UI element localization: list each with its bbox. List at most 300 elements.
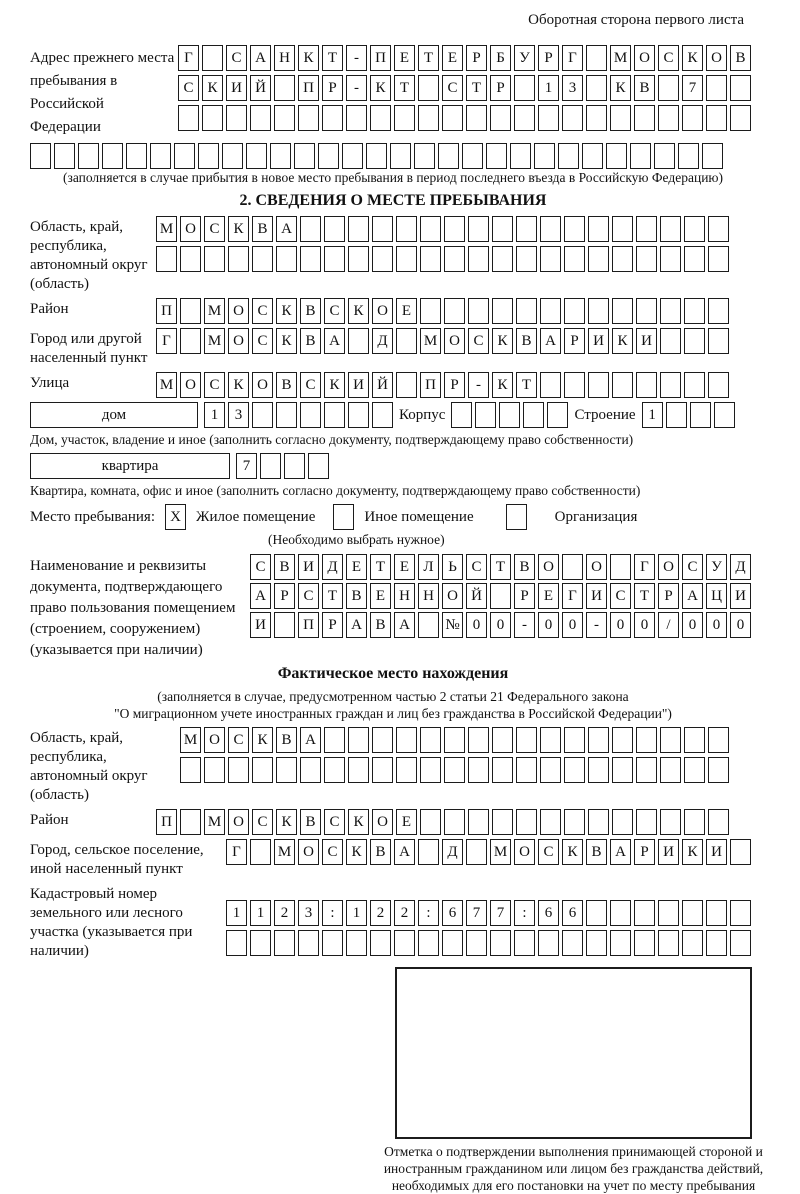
char-box: К <box>276 328 297 354</box>
char-box: Г <box>634 554 655 580</box>
char-box: - <box>468 372 489 398</box>
char-box <box>702 143 723 169</box>
char-box: О <box>444 328 465 354</box>
char-box: Т <box>322 45 343 71</box>
char-box <box>540 727 561 753</box>
char-box <box>274 930 295 956</box>
char-box: А <box>250 45 271 71</box>
char-box <box>444 809 465 835</box>
char-box: С <box>204 216 225 242</box>
char-box: П <box>420 372 441 398</box>
char-box <box>274 75 295 101</box>
char-box <box>586 105 607 131</box>
char-box <box>540 757 561 783</box>
char-box <box>558 143 579 169</box>
oblast-row1 <box>156 216 729 242</box>
char-box: А <box>250 583 271 609</box>
char-box: Н <box>418 583 439 609</box>
char-box <box>708 809 729 835</box>
prev-address-row3 <box>178 105 751 131</box>
gorod-label: Город или другой населенный пункт <box>30 331 148 366</box>
dom-box-label: дом <box>101 406 127 423</box>
char-box <box>708 372 729 398</box>
char-box: И <box>348 372 369 398</box>
char-box: - <box>346 45 367 71</box>
organizatsiya-checkbox <box>506 504 527 530</box>
char-box: 1 <box>538 75 559 101</box>
fact-gorod-row <box>226 839 751 865</box>
char-box <box>390 143 411 169</box>
char-box: 7 <box>466 900 487 926</box>
char-box: Н <box>394 583 415 609</box>
char-box: А <box>682 583 703 609</box>
section2-title: 2. СВЕДЕНИЯ О МЕСТЕ ПРЕБЫВАНИЯ <box>239 192 547 209</box>
char-box: О <box>634 45 655 71</box>
char-box <box>468 809 489 835</box>
char-box: В <box>276 727 297 753</box>
char-box <box>462 143 483 169</box>
char-box: 1 <box>250 900 271 926</box>
kvartira-box-label: квартира <box>101 457 159 474</box>
char-box <box>370 105 391 131</box>
organizatsiya-label: Организация <box>554 508 638 525</box>
char-box <box>418 612 439 638</box>
char-box: К <box>228 216 249 242</box>
char-box <box>514 930 535 956</box>
char-box <box>516 298 537 324</box>
char-box: Г <box>562 583 583 609</box>
raion-block <box>30 298 756 324</box>
char-box <box>612 727 633 753</box>
char-box <box>658 900 679 926</box>
char-box: Ь <box>442 554 463 580</box>
char-box: О <box>180 216 201 242</box>
char-box: В <box>300 298 321 324</box>
char-box <box>372 727 393 753</box>
char-box: П <box>298 612 319 638</box>
fact-gorod-label: Город, сельское поселение, иной населенный пункт <box>30 842 204 877</box>
char-box <box>418 75 439 101</box>
char-box: Д <box>442 839 463 865</box>
char-box: 0 <box>634 612 655 638</box>
char-box <box>150 143 171 169</box>
char-box <box>660 727 681 753</box>
char-box <box>540 372 561 398</box>
char-box <box>492 298 513 324</box>
char-box: С <box>322 839 343 865</box>
char-box <box>588 298 609 324</box>
char-box <box>276 246 297 272</box>
char-box <box>730 75 751 101</box>
char-box <box>547 402 568 428</box>
char-box: О <box>180 372 201 398</box>
char-box: К <box>276 809 297 835</box>
char-box <box>562 105 583 131</box>
char-box <box>324 216 345 242</box>
char-box: Е <box>538 583 559 609</box>
char-box: В <box>586 839 607 865</box>
zhiloe-checkbox: X <box>165 504 186 530</box>
char-box <box>588 216 609 242</box>
char-box <box>300 246 321 272</box>
char-box <box>198 143 219 169</box>
char-box: О <box>372 298 393 324</box>
char-box: 0 <box>562 612 583 638</box>
char-box <box>294 143 315 169</box>
char-box <box>684 727 705 753</box>
char-box: С <box>442 75 463 101</box>
char-box <box>468 216 489 242</box>
document-row3 <box>250 612 751 638</box>
char-box <box>418 839 439 865</box>
char-box: К <box>202 75 223 101</box>
char-box: С <box>252 328 273 354</box>
char-box <box>612 809 633 835</box>
char-box <box>300 216 321 242</box>
char-box: К <box>612 328 633 354</box>
char-box: А <box>276 216 297 242</box>
char-box: У <box>514 45 535 71</box>
char-box: 2 <box>370 900 391 926</box>
kvartira-row <box>236 453 329 479</box>
char-box: Г <box>156 328 177 354</box>
char-box: 0 <box>466 612 487 638</box>
char-box <box>708 298 729 324</box>
fact-raion-block <box>30 809 756 835</box>
char-box <box>348 727 369 753</box>
char-box: О <box>706 45 727 71</box>
fact-caption1: (заполняется в случае, предусмотренном частью 2 статьи 21 Федерального закона <box>157 689 629 704</box>
inoe-checkbox <box>333 504 354 530</box>
char-box: А <box>394 839 415 865</box>
char-box: - <box>346 75 367 101</box>
char-box <box>180 298 201 324</box>
char-box: 1 <box>642 402 663 428</box>
char-box <box>298 105 319 131</box>
char-box: Т <box>634 583 655 609</box>
char-box <box>588 809 609 835</box>
char-box <box>636 246 657 272</box>
char-box: В <box>370 839 391 865</box>
char-box: И <box>706 839 727 865</box>
char-box <box>514 105 535 131</box>
char-box <box>324 402 345 428</box>
stroenie-label: Строение <box>574 407 636 423</box>
char-box: Е <box>442 45 463 71</box>
char-box <box>516 216 537 242</box>
char-box <box>250 930 271 956</box>
document-row1 <box>250 554 751 580</box>
char-box: О <box>204 727 225 753</box>
char-box <box>394 105 415 131</box>
char-box: М <box>156 216 177 242</box>
char-box <box>444 216 465 242</box>
char-box <box>442 105 463 131</box>
char-box <box>300 402 321 428</box>
char-box: С <box>658 45 679 71</box>
char-box: 6 <box>538 900 559 926</box>
char-box <box>658 105 679 131</box>
kvartira-block <box>30 453 756 479</box>
char-box: Й <box>372 372 393 398</box>
char-box <box>516 246 537 272</box>
char-box: Т <box>466 75 487 101</box>
prev-address-block <box>30 45 756 139</box>
char-box <box>564 727 585 753</box>
char-box: В <box>252 216 273 242</box>
char-box <box>586 45 607 71</box>
char-box <box>418 930 439 956</box>
char-box <box>468 727 489 753</box>
fact-title: Фактическое место нахождения <box>277 665 509 682</box>
char-box <box>708 216 729 242</box>
char-box: С <box>324 298 345 324</box>
char-box <box>610 900 631 926</box>
fact-caption2: "О миграционном учете иностранных граждан и лиц без гражданства в Российской Федерации") <box>114 706 672 721</box>
char-box <box>660 757 681 783</box>
char-box <box>564 809 585 835</box>
char-box <box>420 727 441 753</box>
char-box <box>684 757 705 783</box>
char-box: М <box>204 328 225 354</box>
char-box <box>284 453 305 479</box>
char-box <box>318 143 339 169</box>
oblast-block <box>30 216 756 294</box>
char-box <box>260 453 281 479</box>
char-box: К <box>324 372 345 398</box>
char-box <box>516 727 537 753</box>
char-box: Р <box>634 839 655 865</box>
prev-address-row1 <box>178 45 751 71</box>
char-box: 0 <box>490 612 511 638</box>
char-box: 0 <box>706 612 727 638</box>
kadastr-row2 <box>226 930 751 956</box>
char-box <box>660 216 681 242</box>
fact-raion-row <box>156 809 729 835</box>
char-box: 7 <box>490 900 511 926</box>
char-box <box>706 900 727 926</box>
char-box <box>174 143 195 169</box>
char-box: В <box>516 328 537 354</box>
zhiloe-label: Жилое помещение <box>196 508 316 525</box>
char-box <box>322 105 343 131</box>
char-box <box>372 757 393 783</box>
char-box <box>612 298 633 324</box>
char-box <box>250 105 271 131</box>
stroenie-row <box>642 402 735 428</box>
char-box <box>252 757 273 783</box>
char-box: Д <box>322 554 343 580</box>
char-box: К <box>492 328 513 354</box>
char-box: Т <box>322 583 343 609</box>
char-box: : <box>418 900 439 926</box>
char-box: А <box>394 612 415 638</box>
char-box <box>444 757 465 783</box>
char-box: 1 <box>204 402 225 428</box>
kadastr-label: Кадастровый номер земельного или лесного участка (указывается при наличии) <box>30 886 193 959</box>
char-box <box>420 298 441 324</box>
char-box: А <box>346 612 367 638</box>
kadastr-row1 <box>226 900 751 926</box>
char-box: М <box>490 839 511 865</box>
char-box <box>204 757 225 783</box>
stamp-box <box>395 967 752 1139</box>
char-box <box>180 809 201 835</box>
char-box: К <box>252 727 273 753</box>
char-box <box>418 105 439 131</box>
char-box <box>468 298 489 324</box>
char-box: К <box>492 372 513 398</box>
char-box <box>540 298 561 324</box>
ulitsa-row <box>156 372 729 398</box>
char-box: М <box>204 298 225 324</box>
char-box <box>274 612 295 638</box>
char-box <box>630 143 651 169</box>
char-box <box>562 930 583 956</box>
char-box <box>684 298 705 324</box>
kvartira-box <box>30 453 230 479</box>
char-box: 2 <box>274 900 295 926</box>
char-box: № <box>442 612 463 638</box>
char-box: М <box>420 328 441 354</box>
char-box: И <box>298 554 319 580</box>
char-box: 3 <box>228 402 249 428</box>
char-box <box>178 105 199 131</box>
char-box <box>708 757 729 783</box>
char-box <box>348 216 369 242</box>
char-box: Е <box>394 45 415 71</box>
char-box <box>202 105 223 131</box>
char-box <box>492 757 513 783</box>
char-box <box>444 246 465 272</box>
char-box <box>276 757 297 783</box>
char-box <box>420 809 441 835</box>
char-box: Р <box>322 75 343 101</box>
char-box <box>252 246 273 272</box>
char-box: Р <box>538 45 559 71</box>
char-box: С <box>250 554 271 580</box>
char-box: С <box>252 298 273 324</box>
mesto-hint: (Необходимо выбрать нужное) <box>268 532 445 547</box>
char-box <box>252 402 273 428</box>
char-box <box>54 143 75 169</box>
char-box: К <box>562 839 583 865</box>
char-box <box>486 143 507 169</box>
char-box: - <box>586 612 607 638</box>
char-box: К <box>298 45 319 71</box>
char-box: П <box>156 809 177 835</box>
char-box <box>468 757 489 783</box>
document-label: Наименование и реквизиты документа, подтверждающего право пользования помещением (строением, сооружением) (указывается при наличии) <box>30 558 236 658</box>
char-box <box>516 809 537 835</box>
char-box <box>396 328 417 354</box>
oblast-label: Область, край, республика, автономный округ (область) <box>30 219 148 292</box>
char-box: У <box>706 554 727 580</box>
char-box <box>612 246 633 272</box>
char-box: М <box>274 839 295 865</box>
char-box <box>372 216 393 242</box>
char-box: 0 <box>682 612 703 638</box>
char-box <box>492 727 513 753</box>
char-box: Л <box>418 554 439 580</box>
char-box: Т <box>516 372 537 398</box>
char-box: Н <box>274 45 295 71</box>
char-box <box>610 930 631 956</box>
char-box: С <box>252 809 273 835</box>
char-box <box>466 930 487 956</box>
char-box: С <box>538 839 559 865</box>
gorod-row <box>156 328 729 354</box>
char-box <box>564 757 585 783</box>
fact-oblast-row2 <box>180 757 729 783</box>
char-box <box>226 105 247 131</box>
char-box <box>534 143 555 169</box>
char-box <box>499 402 520 428</box>
char-box <box>682 930 703 956</box>
char-box: Р <box>490 75 511 101</box>
char-box <box>660 246 681 272</box>
char-box <box>414 143 435 169</box>
char-box <box>634 930 655 956</box>
char-box <box>420 757 441 783</box>
fact-raion-label: Район <box>30 812 69 828</box>
char-box: Д <box>372 328 393 354</box>
char-box: Т <box>394 75 415 101</box>
char-box: Т <box>418 45 439 71</box>
raion-label: Район <box>30 301 69 317</box>
char-box: Г <box>226 839 247 865</box>
char-box: 1 <box>346 900 367 926</box>
char-box: А <box>324 328 345 354</box>
korpus-label: Корпус <box>399 407 446 423</box>
char-box: К <box>370 75 391 101</box>
char-box: Р <box>658 583 679 609</box>
char-box <box>372 402 393 428</box>
char-box: О <box>228 809 249 835</box>
char-box <box>636 372 657 398</box>
char-box: В <box>514 554 535 580</box>
dom-block <box>30 402 756 428</box>
char-box <box>658 75 679 101</box>
char-box <box>682 105 703 131</box>
char-box <box>324 727 345 753</box>
char-box: / <box>658 612 679 638</box>
char-box <box>490 930 511 956</box>
char-box: К <box>348 298 369 324</box>
char-box <box>514 75 535 101</box>
char-box <box>654 143 675 169</box>
char-box <box>228 246 249 272</box>
char-box: П <box>370 45 391 71</box>
char-box: В <box>276 372 297 398</box>
char-box <box>634 900 655 926</box>
char-box: А <box>610 839 631 865</box>
char-box: Т <box>370 554 391 580</box>
char-box <box>396 727 417 753</box>
char-box <box>466 839 487 865</box>
char-box <box>564 216 585 242</box>
char-box: К <box>228 372 249 398</box>
char-box <box>270 143 291 169</box>
char-box <box>538 105 559 131</box>
char-box: И <box>588 328 609 354</box>
korpus-row <box>451 402 568 428</box>
char-box <box>540 216 561 242</box>
char-box: С <box>228 727 249 753</box>
char-box <box>180 757 201 783</box>
dom-box <box>30 402 198 428</box>
mesto-block <box>30 504 756 530</box>
